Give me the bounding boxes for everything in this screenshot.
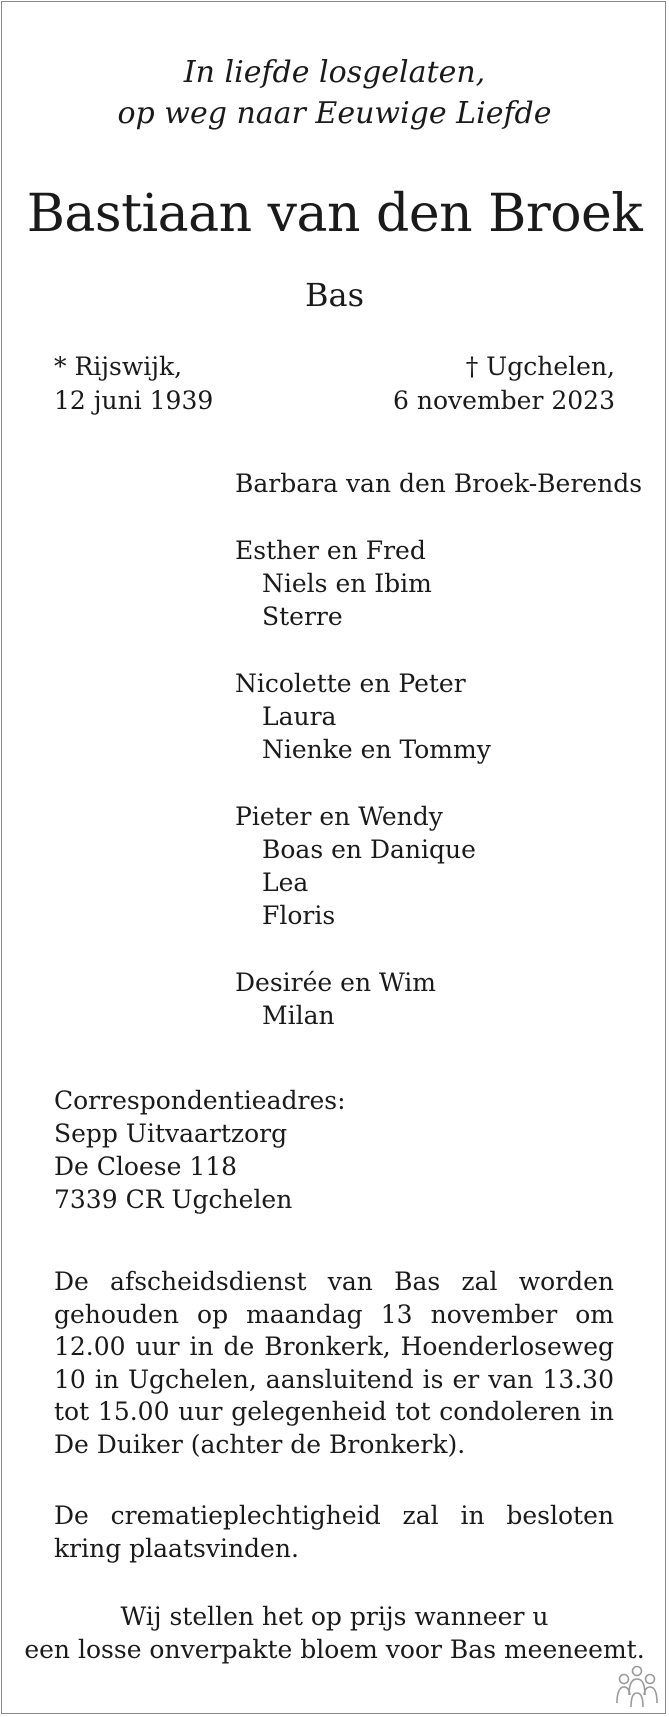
motto-line-1: In liefde losgelaten,: [183, 55, 486, 90]
death-date: 6 november 2023: [393, 386, 615, 415]
closing-line-1: Wij stellen het op prijs wanneer u: [120, 1602, 549, 1631]
family-child: Floris: [262, 901, 336, 930]
correspondence-line-3: 7339 CR Ugchelen: [54, 1185, 293, 1214]
birth-date: 12 juni 1939: [54, 386, 214, 415]
deceased-nickname: Bas: [304, 276, 364, 314]
correspondence-line-1: Sepp Uitvaartzorg: [54, 1119, 288, 1148]
family-parents: Desirée en Wim: [235, 968, 436, 997]
closing-line-2: een losse onverpakte bloem voor Bas meeneemt.: [24, 1635, 645, 1664]
family-parents: Pieter en Wendy: [235, 802, 443, 831]
spouse: Barbara van den Broek-Berends: [235, 469, 643, 498]
people-group-icon: [614, 1665, 660, 1709]
family-child: Laura: [262, 702, 337, 731]
motto-line-2: op weg naar Eeuwige Liefde: [117, 96, 552, 131]
family-parents: Nicolette en Peter: [235, 669, 466, 698]
correspondence-label: Correspondentieadres:: [54, 1086, 346, 1115]
family-child: Lea: [262, 868, 309, 897]
family-child: Boas en Danique: [262, 835, 476, 864]
family-child: Sterre: [262, 602, 343, 631]
family-parents: Esther en Fred: [235, 536, 426, 565]
service-paragraph: De afscheidsdienst van Bas zal worden gehouden op maandag 13 november om 12.00 uur in de Bronkerk, Hoenderloseweg 10 in Ugchelen, aansluitend is er van 13.30 tot 15.00 uur gelegenheid tot condoleren in De Duiker (achter de Bronkerk).: [54, 1267, 614, 1459]
family-child: Milan: [262, 1001, 335, 1030]
deceased-name: Bastiaan van den Broek: [26, 184, 643, 244]
family-child: Niels en Ibim: [262, 569, 432, 598]
birth-place: * Rijswijk,: [54, 352, 183, 381]
correspondence-line-2: De Cloese 118: [54, 1152, 238, 1181]
family-child: Nienke en Tommy: [262, 735, 491, 764]
death-place: † Ugchelen,: [465, 352, 615, 381]
cremation-paragraph: De crematieplechtigheid zal in besloten kring plaatsvinden.: [54, 1501, 614, 1563]
